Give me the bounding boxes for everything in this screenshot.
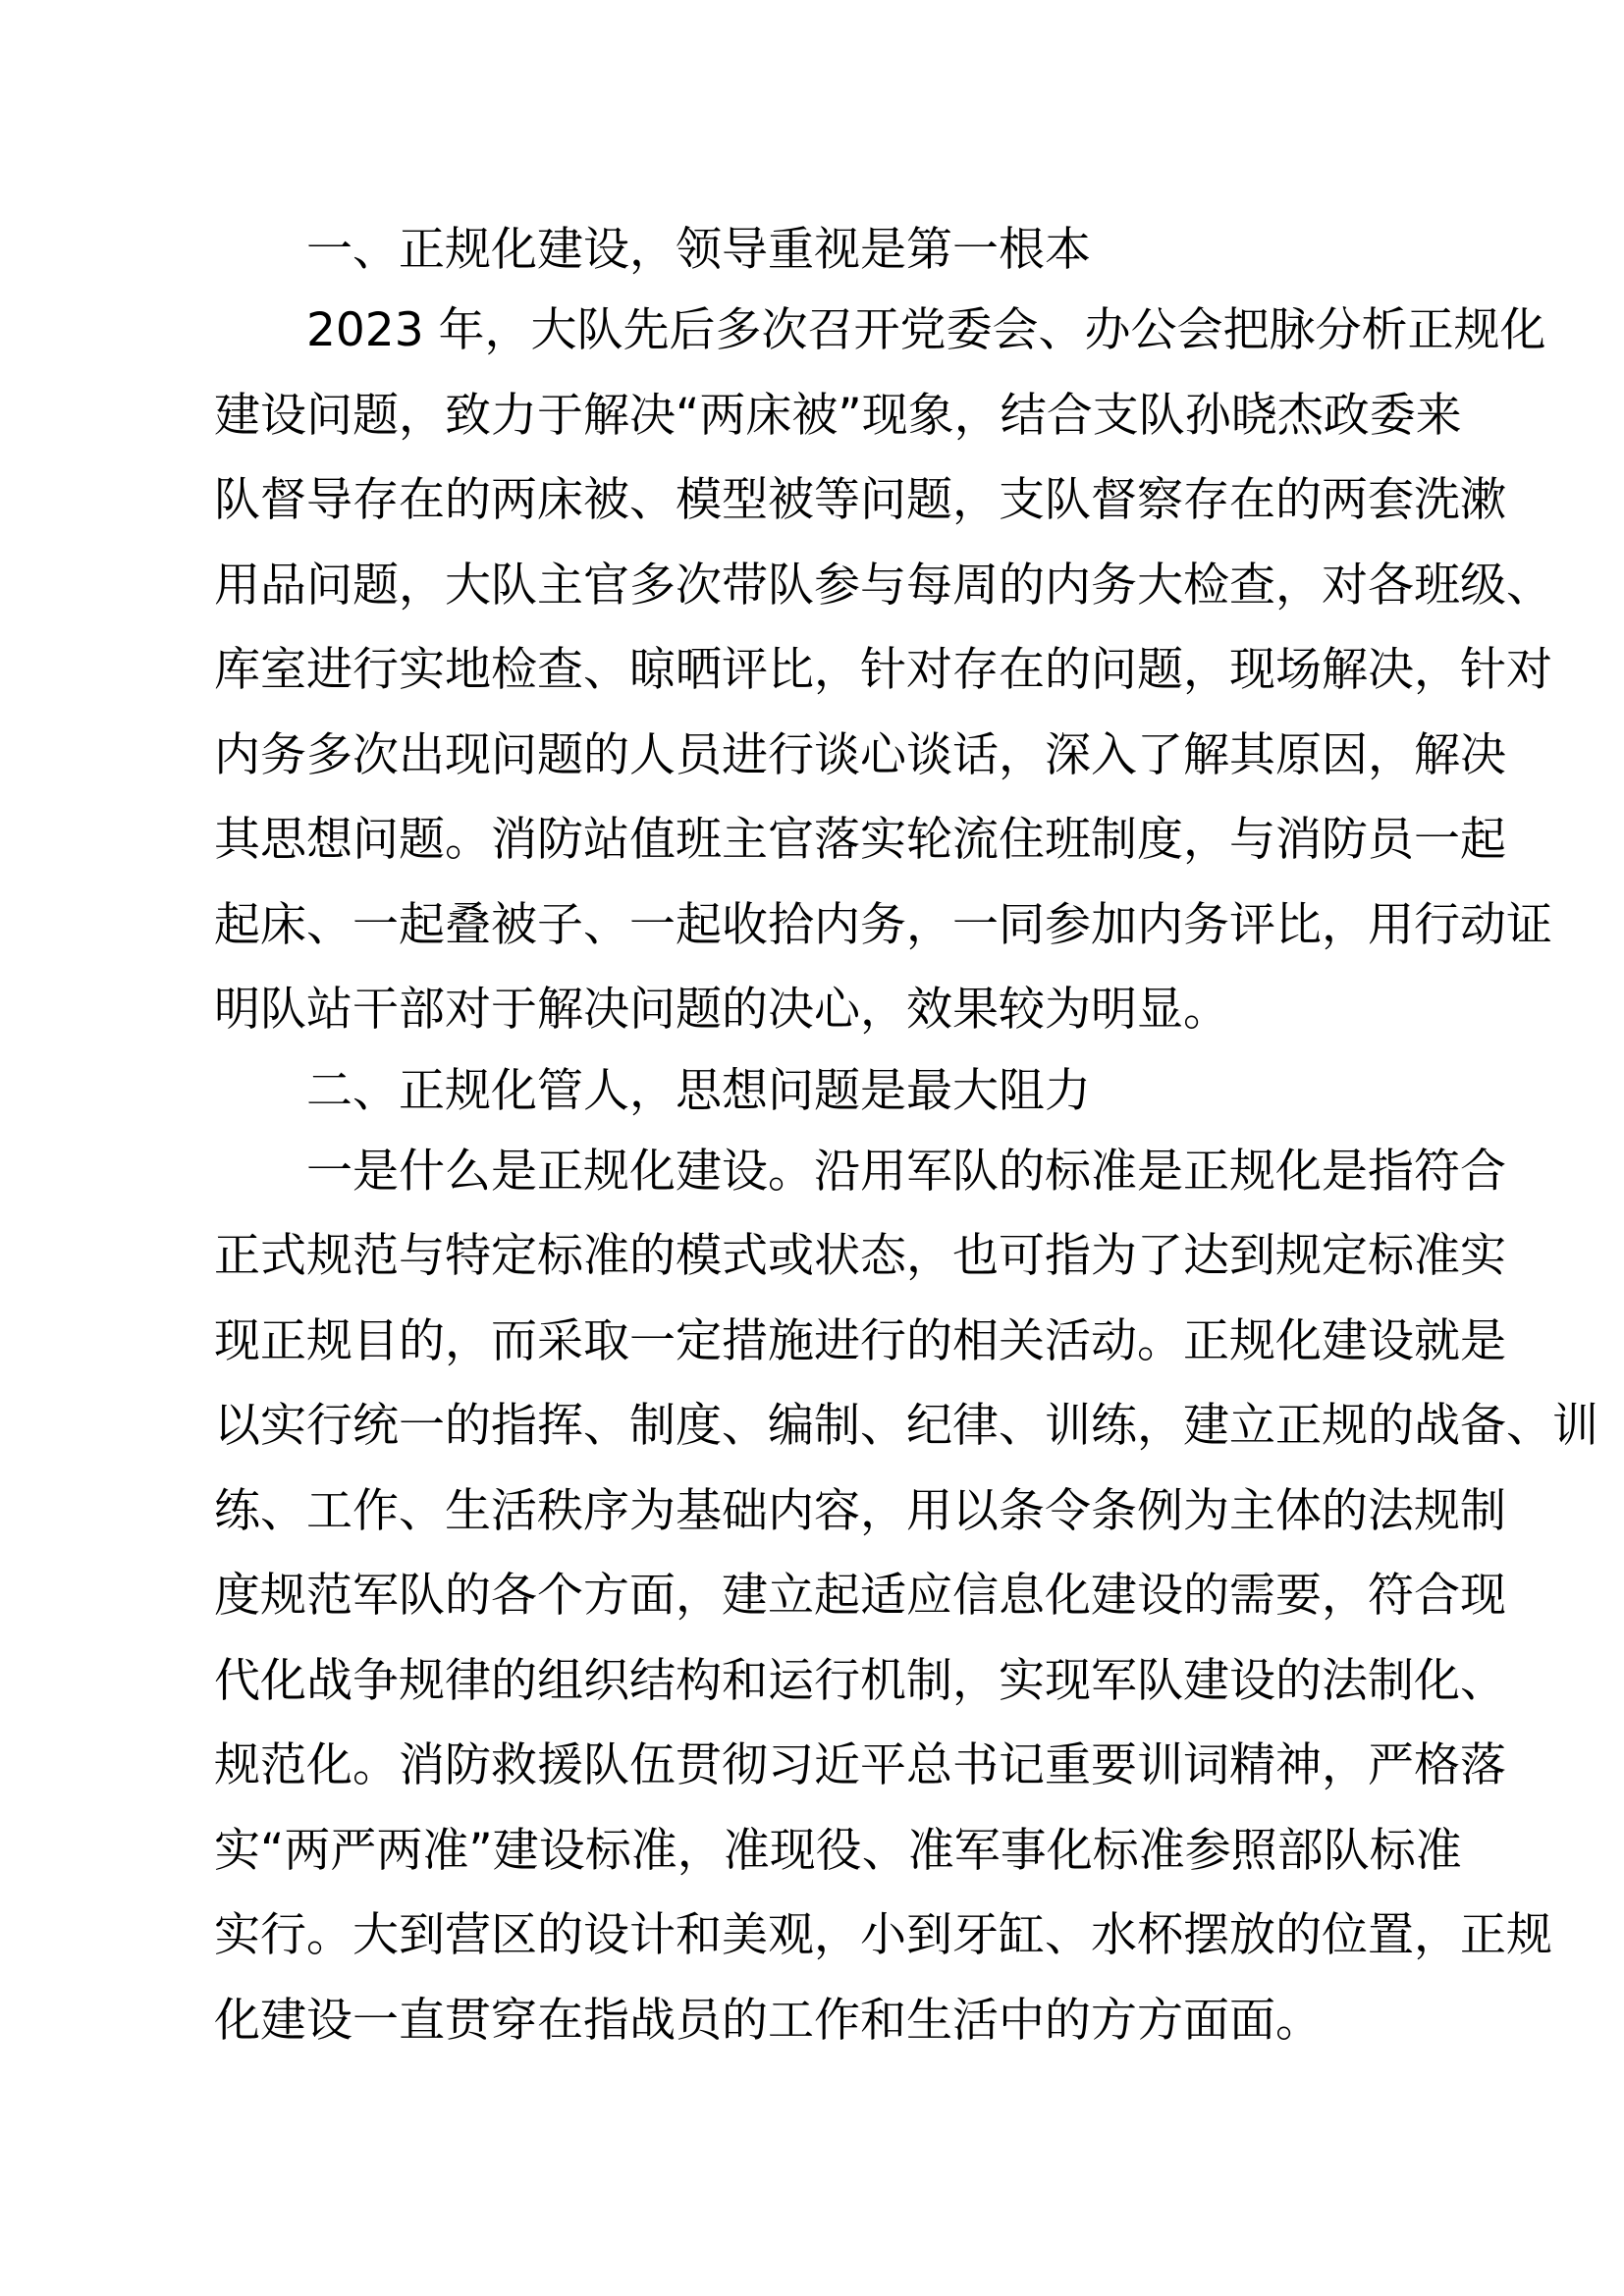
paragraph-line: 用品问题，大队主官多次带队参与每周的内务大检查，对各班级、 [214, 558, 1552, 613]
paragraph-line: 以实行统一的指挥、制度、编制、纪律、训练，建立正规的战备、训 [214, 1399, 1598, 1453]
paragraph-line: 练、工作、生活秩序为基础内容，用以条令条例为主体的法规制 [214, 1483, 1506, 1538]
paragraph-line: 正式规范与特定标准的模式或状态，也可指为了达到规定标准实 [214, 1229, 1506, 1283]
paragraph-line: 规范化。消防救援队伍贯彻习近平总书记重要训词精神，严格落 [214, 1738, 1506, 1792]
paragraph-line: 起床、一起叠被子、一起收拾内务，一同参加内务评比，用行动证 [214, 897, 1552, 952]
paragraph-line: 实“两严两准”建设标准，准现役、准军事化标准参照部队标准 [214, 1823, 1462, 1878]
paragraph [214, 289, 1552, 1053]
paragraph-line: 度规范军队的各个方面，建立起适应信息化建设的需要，符合现 [214, 1569, 1506, 1623]
paragraph [214, 1130, 1598, 2064]
paragraph-line: 化建设一直贯穿在指战员的工作和生活中的方方面面。 [214, 1993, 1322, 2048]
paragraph-line: 队督导存在的两床被、模型被等问题，支队督察存在的两套洗漱 [214, 473, 1506, 527]
paragraph-line: 内务多次出现问题的人员进行谈心谈话，深入了解其原因，解决 [214, 727, 1506, 782]
paragraph-line: 其思想问题。消防站值班主官落实轮流住班制度，与消防员一起 [214, 813, 1506, 867]
paragraph-line: 现正规目的，而采取一定措施进行的相关活动。正规化建设就是 [214, 1313, 1506, 1368]
paragraph-line: 库室进行实地检查、晾晒评比，针对存在的问题，现场解决，针对 [214, 643, 1552, 697]
section-heading: 一、正规化建设，领导重视是第一根本 [306, 223, 1091, 277]
paragraph-line: 2023 年，大队先后多次召开党委会、办公会把脉分析正规化 [306, 303, 1546, 357]
paragraph-line: 代化战争规律的组织结构和运行机制，实现军队建设的法制化、 [214, 1653, 1506, 1708]
document-body [214, 212, 1598, 2063]
paragraph-line: 明队站干部对于解决问题的决心，效果较为明显。 [214, 983, 1229, 1037]
paragraph-line: 实行。大到营区的设计和美观，小到牙缸、水杯摆放的位置，正规 [214, 1908, 1552, 1962]
paragraph-line: 一是什么是正规化建设。沿用军队的标准是正规化是指符合 [306, 1144, 1506, 1199]
paragraph-line: 建设问题，致力于解决“两床被”现象，结合支队孙晓杰政委来 [214, 388, 1462, 443]
section-heading: 二、正规化管人，思想问题是最大阻力 [306, 1063, 1091, 1118]
